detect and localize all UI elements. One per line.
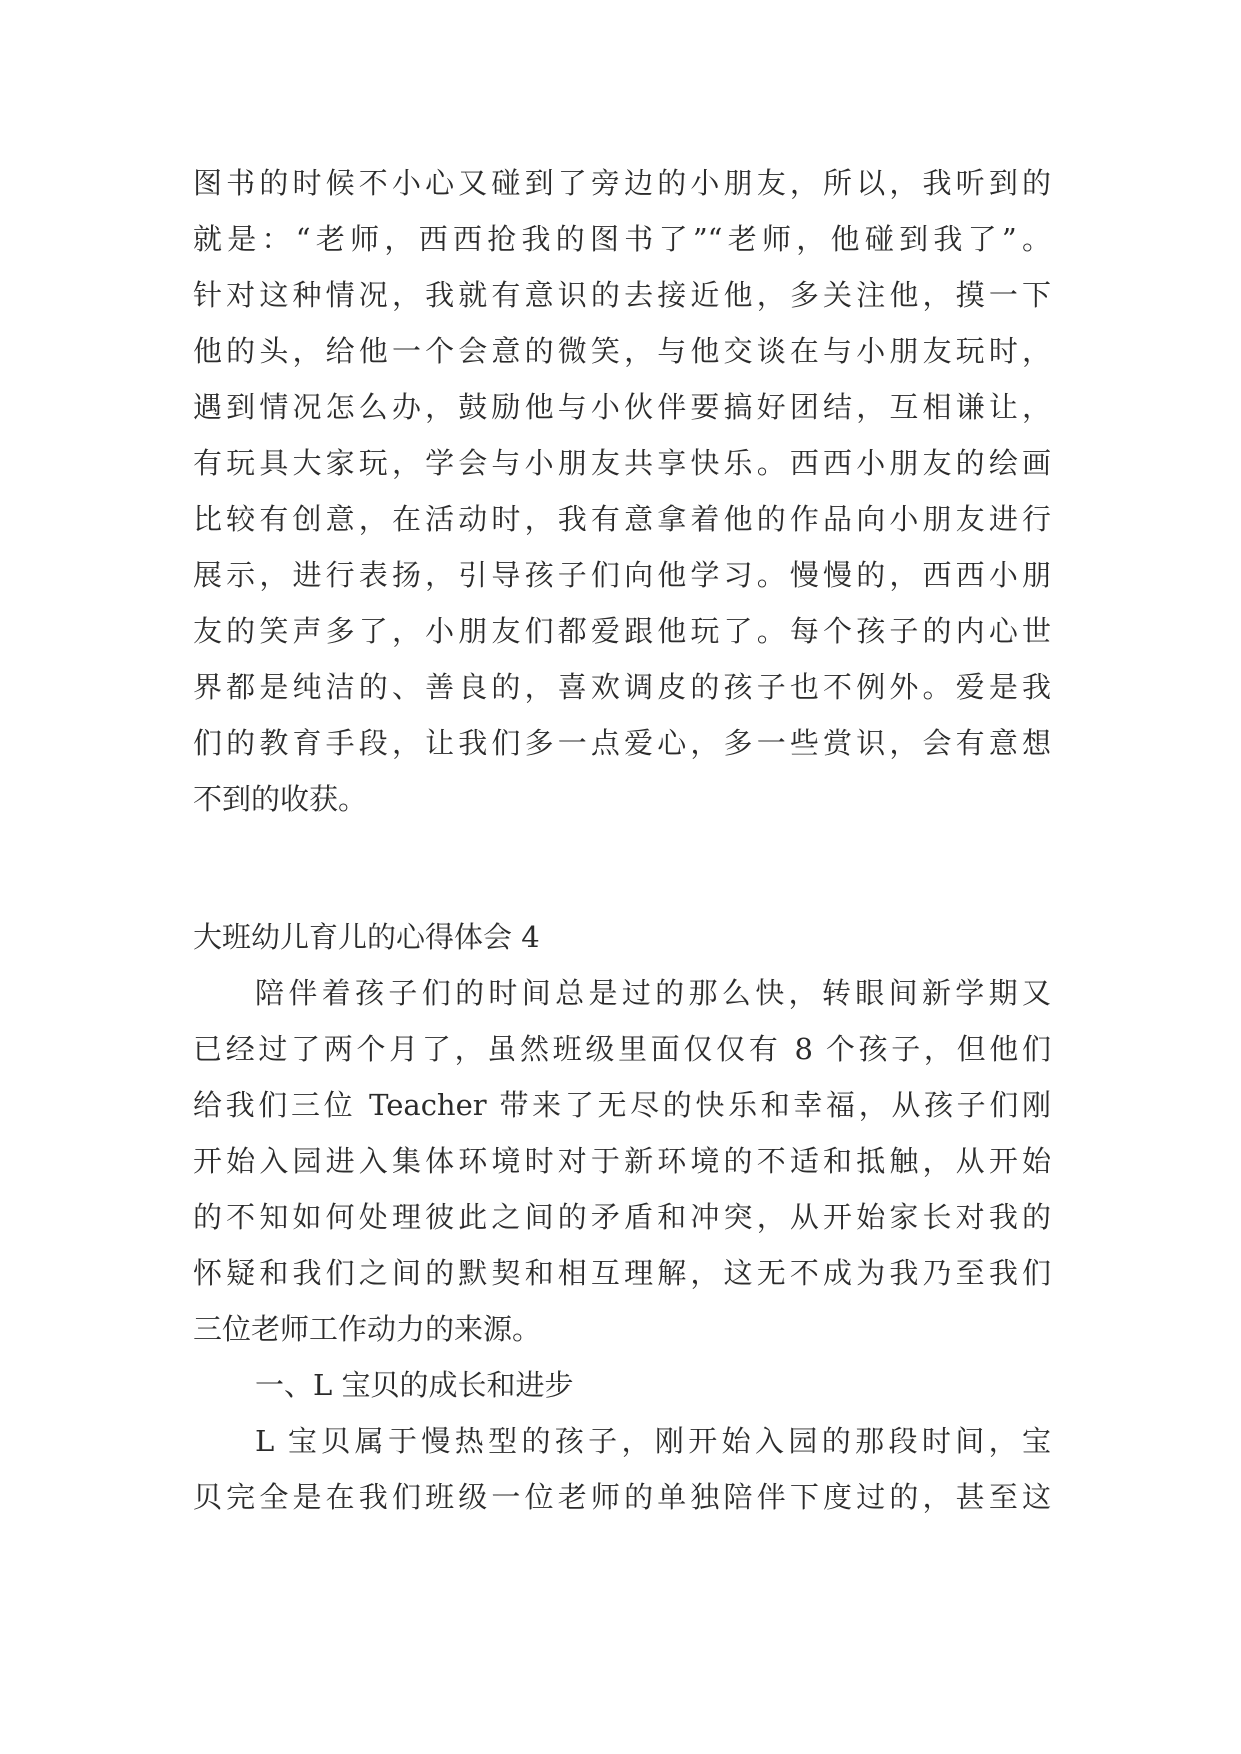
text-line: 针对这种情况，我就有意识的去接近他，多关注他，摸一下 xyxy=(193,278,1051,312)
text-line: 遇到情况怎么办，鼓励他与小伙伴要搞好团结，互相谦让， xyxy=(193,390,1051,424)
text-line: 开始入园进入集体环境时对于新环境的不适和抵触，从开始 xyxy=(193,1144,1051,1178)
text-line: 不到的收获。 xyxy=(193,782,368,816)
text-line: 有玩具大家玩，学会与小朋友共享快乐。西西小朋友的绘画 xyxy=(193,446,1051,480)
text-line: 就是：“老师，西西抢我的图书了”“老师，他碰到我了”。 xyxy=(193,222,1051,256)
text-line: 界都是纯洁的、善良的，喜欢调皮的孩子也不例外。爱是我 xyxy=(193,670,1051,704)
text-line: 展示，进行表扬，引导孩子们向他学习。慢慢的，西西小朋 xyxy=(193,558,1051,592)
text-line: 的不知如何处理彼此之间的矛盾和冲突，从开始家长对我的 xyxy=(193,1200,1051,1234)
text-line: 已经过了两个月了，虽然班级里面仅仅有 8 个孩子，但他们 xyxy=(193,1032,1051,1066)
text-line: 贝完全是在我们班级一位老师的单独陪伴下度过的，甚至这 xyxy=(193,1480,1051,1514)
text-line: 比较有创意，在活动时，我有意拿着他的作品向小朋友进行 xyxy=(193,502,1051,536)
subsection-heading: 一、L 宝贝的成长和进步 xyxy=(255,1368,574,1402)
text-line: 给我们三位 Teacher 带来了无尽的快乐和幸福，从孩子们刚 xyxy=(193,1088,1051,1122)
text-line: 图书的时候不小心又碰到了旁边的小朋友，所以，我听到的 xyxy=(193,166,1051,200)
text-line: L 宝贝属于慢热型的孩子，刚开始入园的那段时间，宝 xyxy=(255,1424,1051,1458)
text-line: 们的教育手段，让我们多一点爱心，多一些赏识，会有意想 xyxy=(193,726,1051,760)
text-line: 三位老师工作动力的来源。 xyxy=(193,1312,542,1346)
text-line: 陪伴着孩子们的时间总是过的那么快，转眼间新学期又 xyxy=(255,976,1051,1010)
text-line: 怀疑和我们之间的默契和相互理解，这无不成为我乃至我们 xyxy=(193,1256,1051,1290)
section-heading: 大班幼儿育儿的心得体会 4 xyxy=(193,920,540,954)
text-line: 他的头，给他一个会意的微笑，与他交谈在与小朋友玩时， xyxy=(193,334,1051,368)
text-line: 友的笑声多了，小朋友们都爱跟他玩了。每个孩子的内心世 xyxy=(193,614,1051,648)
